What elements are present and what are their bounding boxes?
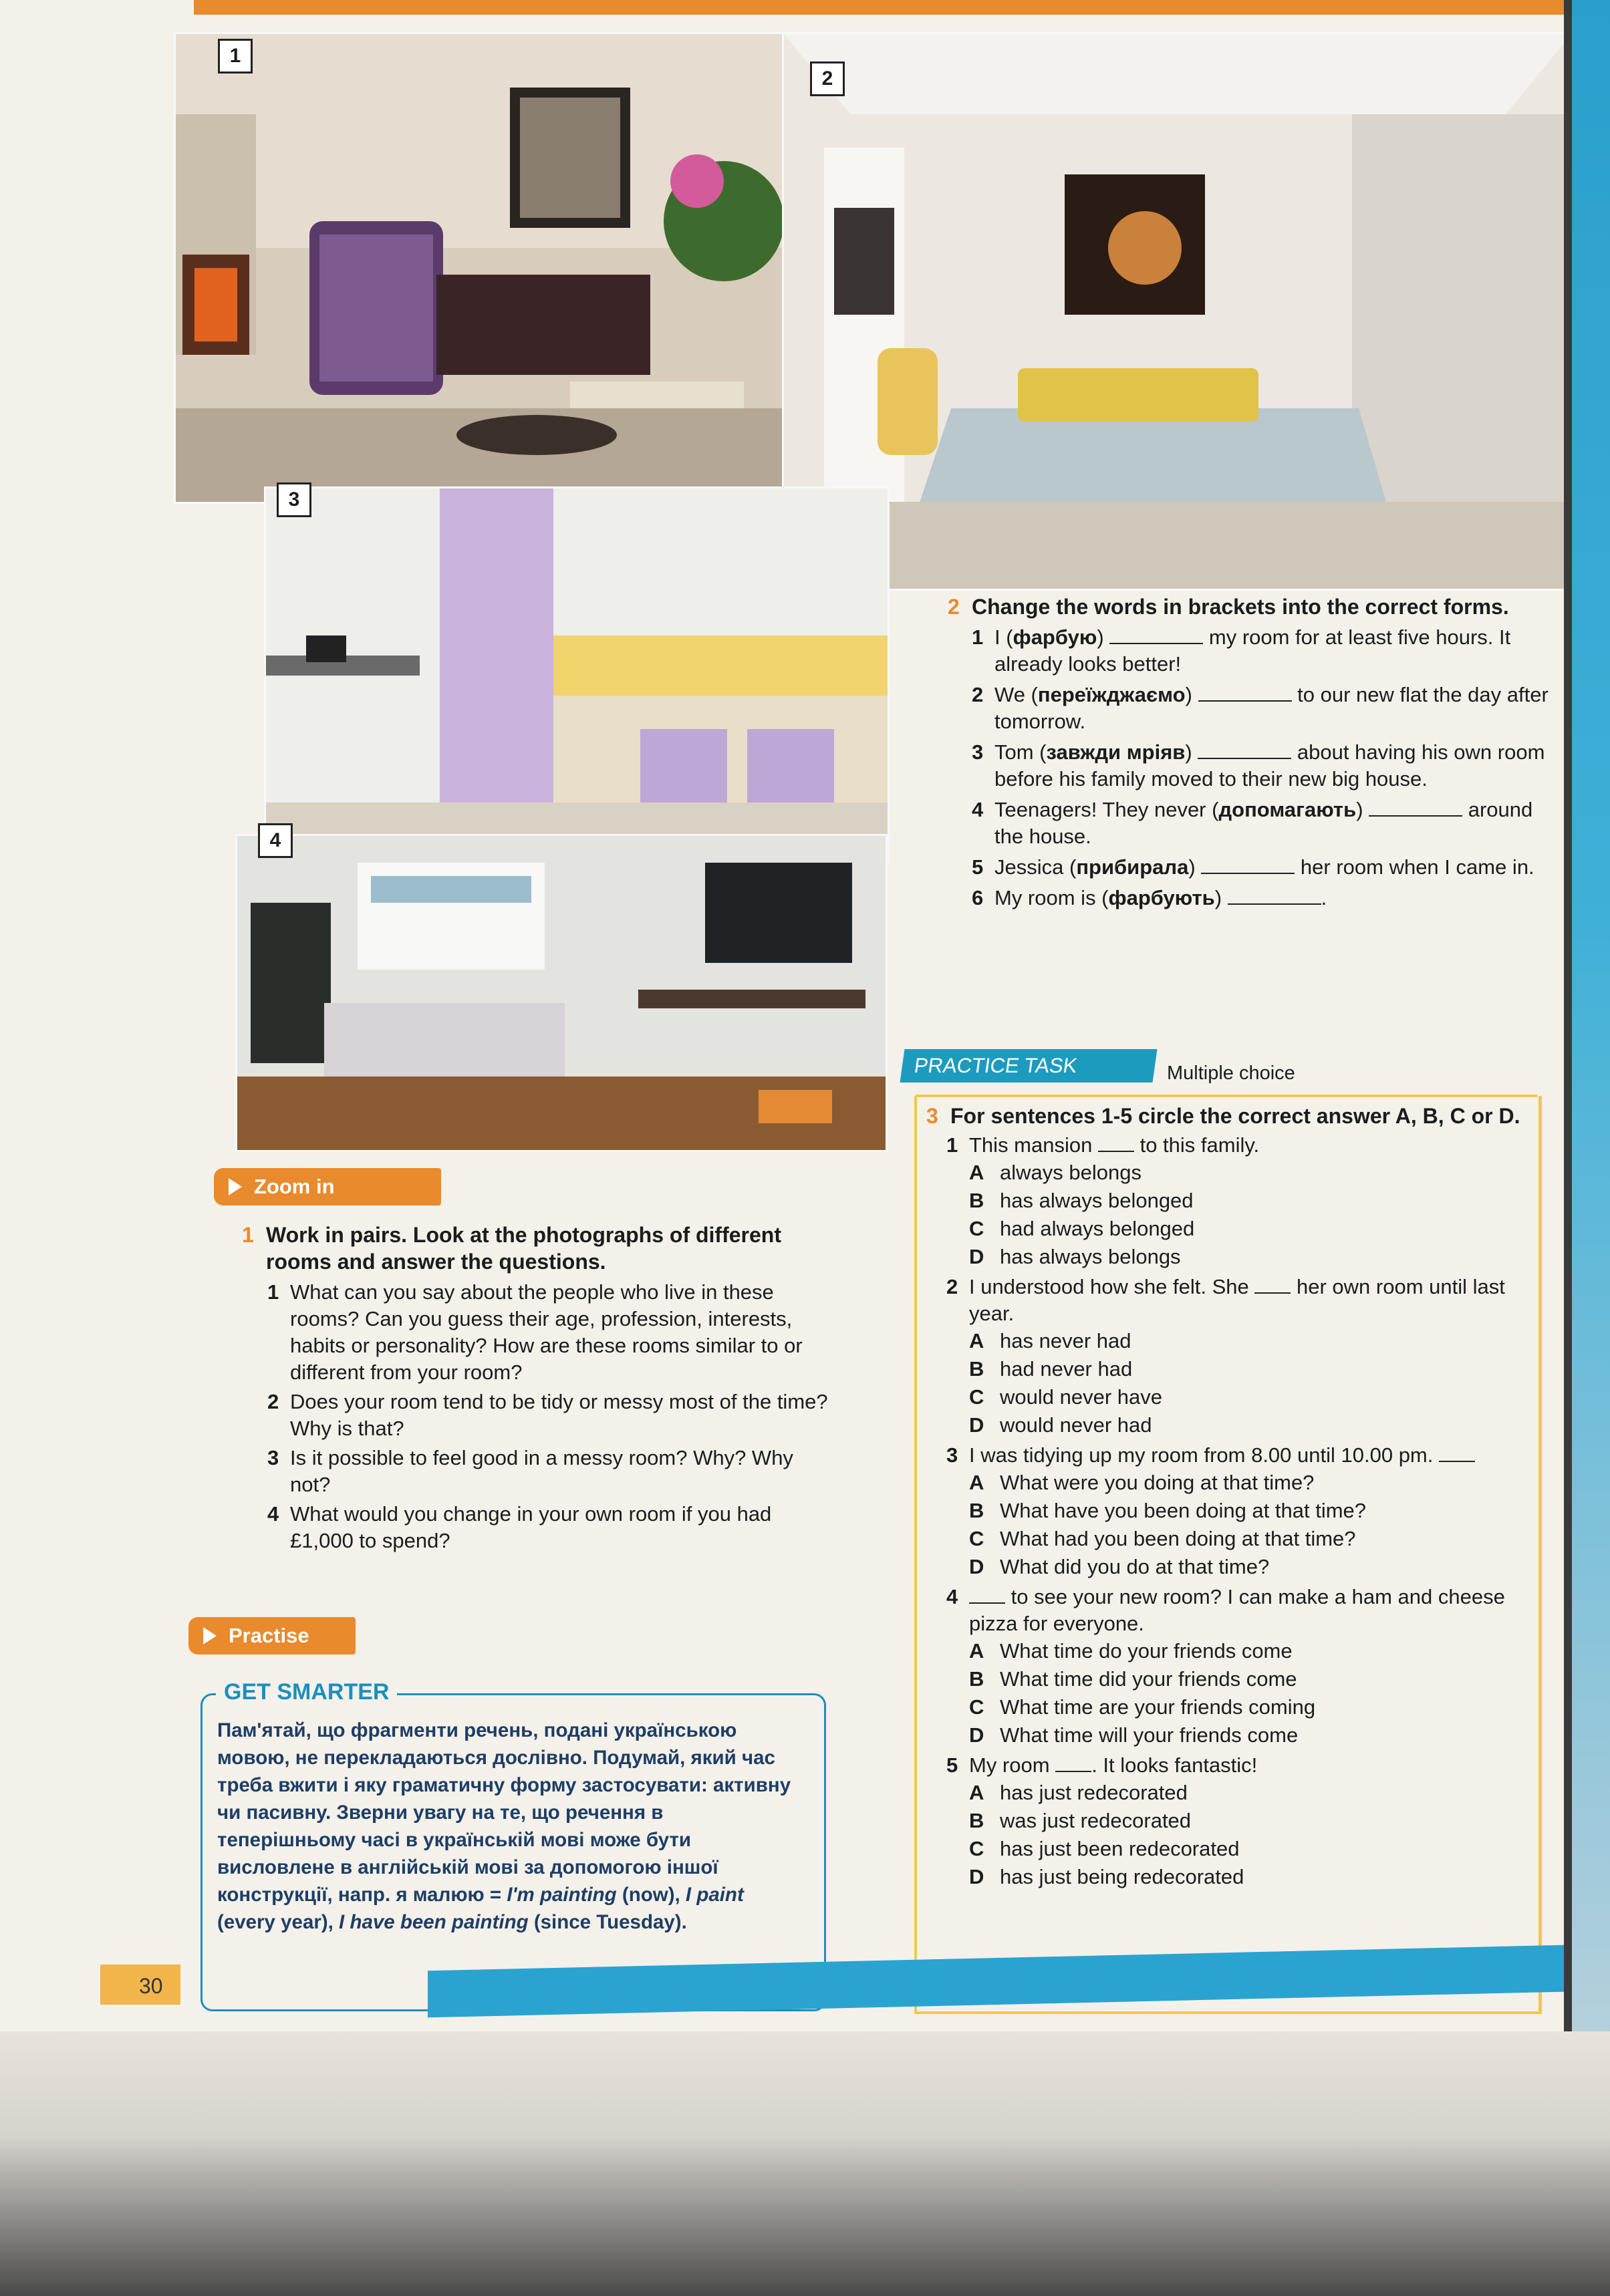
answer-option[interactable] (969, 1411, 1528, 1439)
question-number: 1 (946, 1133, 958, 1157)
page-number-tab (100, 1965, 180, 2005)
option-text: was just redecorated (1000, 1809, 1192, 1832)
practice-task-type: Multiple choice (1167, 1062, 1295, 1084)
item-number: 1 (972, 625, 984, 649)
question-text: Does your room tend to be tidy or messy most of the time? Why is that? (290, 1390, 828, 1440)
question-text: What would you change in your own room if you had £1,000 to spend? (290, 1502, 772, 1552)
question-number: 3 (267, 1446, 279, 1469)
answer-option[interactable] (969, 1637, 1528, 1665)
page-number: 30 (139, 1974, 163, 1998)
item-text-after: her room when I came in. (1295, 855, 1534, 879)
item-text-bracket: ) (1214, 886, 1228, 909)
question-text: What can you say about the people who live in these rooms? Can you guess their age, profession, interests, habits or personality? How are these rooms similar to or different from your room? (290, 1280, 803, 1384)
photo-number-4: 4 (258, 823, 293, 858)
task3-question (946, 1274, 1528, 1439)
task3 (926, 1103, 1528, 1894)
bracket-word: фарбую (1013, 625, 1097, 649)
task1 (242, 1222, 830, 1557)
answer-option[interactable] (969, 1327, 1528, 1355)
stem-before: This mansion (969, 1133, 1098, 1157)
photo-kids-room (264, 486, 890, 865)
option-letter: C (969, 1385, 984, 1409)
question-number: 3 (946, 1443, 958, 1467)
photo-number-2: 2 (810, 61, 845, 96)
photo-living-room (174, 32, 819, 504)
kids-room-illustration (266, 488, 888, 863)
item-text-before: We ( (994, 683, 1038, 706)
play-arrow-icon (229, 1178, 242, 1195)
item-text-before: I ( (994, 625, 1013, 649)
answer-option[interactable] (969, 1497, 1528, 1525)
option-letter: A (969, 1639, 984, 1663)
option-text: What had you been doing at that time? (1000, 1527, 1356, 1550)
task2 (948, 593, 1549, 915)
question-number: 2 (267, 1390, 279, 1413)
practice-task-tag: PRACTICE TASK (900, 1049, 1157, 1083)
option-letter: B (969, 1809, 984, 1832)
living-room-illustration (176, 34, 817, 502)
answer-blank[interactable] (1198, 740, 1291, 759)
get-smarter-title: GET SMARTER (216, 1679, 397, 1705)
question-number: 4 (267, 1502, 279, 1526)
option-text: had always belonged (1000, 1217, 1195, 1240)
task1-question (267, 1389, 830, 1442)
answer-blank[interactable] (1198, 683, 1292, 702)
task2-item (972, 682, 1549, 735)
gap-blank (1098, 1133, 1134, 1152)
item-text-before: My room is ( (994, 886, 1109, 909)
answer-option[interactable] (969, 1243, 1528, 1271)
zoom-in-label: Zoom in (214, 1168, 441, 1205)
option-text: has just redecorated (1000, 1781, 1188, 1804)
option-letter: D (969, 1723, 984, 1747)
option-text: What were you doing at that time? (1000, 1471, 1315, 1494)
task1-question (267, 1279, 830, 1386)
bedroom-illustration (784, 34, 1564, 589)
item-text-before: Jessica ( (994, 855, 1077, 879)
task1-question (267, 1501, 830, 1554)
option-text: What time will your friends come (1000, 1723, 1299, 1747)
option-text: What time do your friends come (1000, 1639, 1293, 1663)
task3-question (946, 1752, 1528, 1891)
item-number: 2 (972, 683, 984, 706)
answer-option[interactable] (969, 1469, 1528, 1497)
item-text-after: around the house. (994, 798, 1533, 848)
option-letter: A (969, 1471, 984, 1494)
option-letter: B (969, 1189, 984, 1212)
task2-item (972, 885, 1549, 911)
option-letter: D (969, 1245, 984, 1268)
practise-label: Practise (188, 1617, 356, 1655)
task1-heading: 1 Work in pairs. Look at the photographs of different rooms and answer the questions. (242, 1223, 781, 1274)
stem-before: I was tidying up my room from 8.00 until 10.00 pm. (969, 1443, 1439, 1467)
task3-question (946, 1132, 1528, 1271)
gap-blank (1055, 1753, 1091, 1772)
question-number: 1 (267, 1280, 279, 1304)
answer-option[interactable] (969, 1665, 1528, 1693)
play-arrow-icon (203, 1627, 217, 1644)
item-text-bracket: ) (1185, 683, 1198, 706)
answer-option[interactable] (969, 1693, 1528, 1721)
get-smarter-text-part: (every year), (217, 1911, 340, 1933)
stem-after: to this family. (1133, 1133, 1260, 1157)
option-text: had never had (1000, 1357, 1133, 1381)
get-smarter-text-part: (since Tuesday). (528, 1911, 687, 1933)
bracket-word: допомагають (1218, 798, 1357, 821)
option-letter: C (969, 1527, 984, 1550)
option-letter: B (969, 1499, 984, 1522)
gap-blank (1439, 1443, 1475, 1462)
option-letter: B (969, 1357, 984, 1381)
item-number: 4 (972, 798, 984, 821)
option-text: would never had (1000, 1413, 1152, 1437)
gap-blank (1254, 1275, 1291, 1294)
option-letter: B (969, 1667, 984, 1691)
task3-heading: 3 For sentences 1-5 circle the correct answer A, B, C or D. (926, 1104, 1520, 1128)
question-number: 4 (946, 1585, 958, 1608)
answer-option[interactable] (969, 1215, 1528, 1243)
question-stem (946, 1584, 1528, 1637)
bracket-word: завжди мріяв (1046, 740, 1186, 764)
item-text-before: Tom ( (994, 740, 1047, 764)
option-letter: C (969, 1695, 984, 1719)
question-stem (946, 1274, 1528, 1327)
bracket-word: переїжджаємо (1037, 683, 1186, 706)
task3-questions (926, 1132, 1528, 1891)
task2-item (972, 739, 1549, 793)
question-stem (946, 1132, 1528, 1159)
item-text-bracket: ) (1356, 798, 1369, 821)
option-text: has just being redecorated (1000, 1865, 1244, 1888)
item-text-bracket: ) (1097, 625, 1110, 649)
task2-item (972, 854, 1549, 881)
item-text-bracket: ) (1188, 855, 1202, 879)
get-smarter-text-part: I'm painting (507, 1884, 617, 1906)
answer-option[interactable] (969, 1355, 1528, 1383)
photo-number-1: 1 (218, 39, 253, 74)
option-text: has never had (1000, 1329, 1131, 1352)
top-color-band (194, 0, 1564, 15)
item-text-after: about having his own room before his family moved to their new big house. (994, 740, 1545, 791)
option-text: would never have (1000, 1385, 1162, 1409)
get-smarter-text (217, 1717, 805, 1936)
option-text: has always belongs (1000, 1245, 1181, 1268)
photo-teen-room (235, 834, 888, 1152)
get-smarter-text-part: (now), (616, 1884, 686, 1906)
question-stem (946, 1442, 1528, 1469)
stem-before: I understood how she felt. She (969, 1275, 1255, 1298)
answer-blank[interactable] (1201, 855, 1295, 874)
option-letter: A (969, 1329, 984, 1352)
option-letter: A (969, 1161, 984, 1184)
answer-option[interactable] (969, 1159, 1528, 1187)
option-text: always belongs (1000, 1161, 1142, 1184)
option-text: What have you been doing at that time? (1000, 1499, 1367, 1522)
bracket-word: фарбують (1108, 886, 1215, 909)
answer-option[interactable] (969, 1779, 1528, 1807)
option-letter: D (969, 1555, 984, 1578)
item-number: 6 (972, 886, 984, 909)
gap-blank (969, 1585, 1005, 1604)
teen-room-illustration (237, 836, 886, 1150)
option-text: has always belonged (1000, 1189, 1194, 1212)
item-number: 3 (972, 740, 984, 764)
stem-before: My room (969, 1753, 1056, 1777)
right-edge-band (1572, 0, 1610, 2296)
item-text-bracket: ) (1185, 740, 1198, 764)
question-text: Is it possible to feel good in a messy room? Why? Why not? (290, 1446, 793, 1496)
photo-bedroom (782, 32, 1564, 591)
answer-option[interactable] (969, 1525, 1528, 1553)
answer-option[interactable] (969, 1807, 1528, 1835)
practice-task-topline (916, 1095, 1537, 1097)
option-text: What time did your friends come (1000, 1667, 1297, 1691)
task2-heading: 2 Change the words in brackets into the correct forms. (948, 595, 1509, 619)
option-letter: A (969, 1781, 984, 1804)
task1-question (267, 1445, 830, 1498)
item-text-before: Teenagers! They never ( (994, 798, 1219, 821)
question-number: 2 (946, 1275, 958, 1298)
question-number: 5 (946, 1753, 958, 1777)
task2-item (972, 624, 1549, 678)
item-text-after: . (1321, 886, 1327, 909)
bottom-edge-shadow (0, 2031, 1610, 2296)
answer-blank[interactable] (1228, 886, 1321, 905)
item-text-after: to our new flat the day after tomorrow. (994, 683, 1549, 733)
answer-option[interactable] (969, 1721, 1528, 1749)
task2-item (972, 797, 1549, 850)
task1-questions (242, 1279, 830, 1554)
bracket-word: прибирала (1076, 855, 1189, 879)
answer-option[interactable] (969, 1187, 1528, 1215)
task3-question (946, 1584, 1528, 1749)
option-letter: C (969, 1217, 984, 1240)
get-smarter-text-part: I have been painting (339, 1911, 529, 1933)
task2-items (948, 624, 1549, 911)
option-text: What time are your friends coming (1000, 1695, 1316, 1719)
stem-after: to see your new room? I can make a ham and cheese pizza for everyone. (969, 1585, 1505, 1635)
item-text-after: my room for at least five hours. It already looks better! (994, 625, 1511, 676)
photo-number-3: 3 (277, 482, 311, 517)
answer-blank[interactable] (1369, 798, 1462, 817)
option-letter: D (969, 1413, 984, 1437)
answer-option[interactable] (969, 1835, 1528, 1863)
stem-after: her own room until last year. (969, 1275, 1505, 1325)
answer-option[interactable] (969, 1553, 1528, 1581)
task3-question (946, 1442, 1528, 1581)
item-number: 5 (972, 855, 984, 879)
answer-blank[interactable] (1109, 625, 1203, 644)
option-letter: C (969, 1837, 984, 1860)
get-smarter-text-part: I paint (685, 1884, 744, 1906)
answer-option[interactable] (969, 1863, 1528, 1891)
question-stem (946, 1752, 1528, 1779)
get-smarter-text-part: Пам'ятай, що фрагменти речень, подані українською мовою, не перекладаються дослівно. Подумай, який час треба вжити і яку граматичну форму застосувати: активну чи пасивну. Зверни увагу на те, що речення в теперішньому часі в українській мові може бути висловлене в англійській мові за допомогою іншої конструкції, напр. я малюю = (217, 1719, 791, 1906)
answer-option[interactable] (969, 1383, 1528, 1411)
option-text: has just been redecorated (1000, 1837, 1240, 1860)
stem-after: . It looks fantastic! (1091, 1753, 1258, 1777)
option-text: What did you do at that time? (1000, 1555, 1270, 1578)
option-letter: D (969, 1865, 984, 1888)
